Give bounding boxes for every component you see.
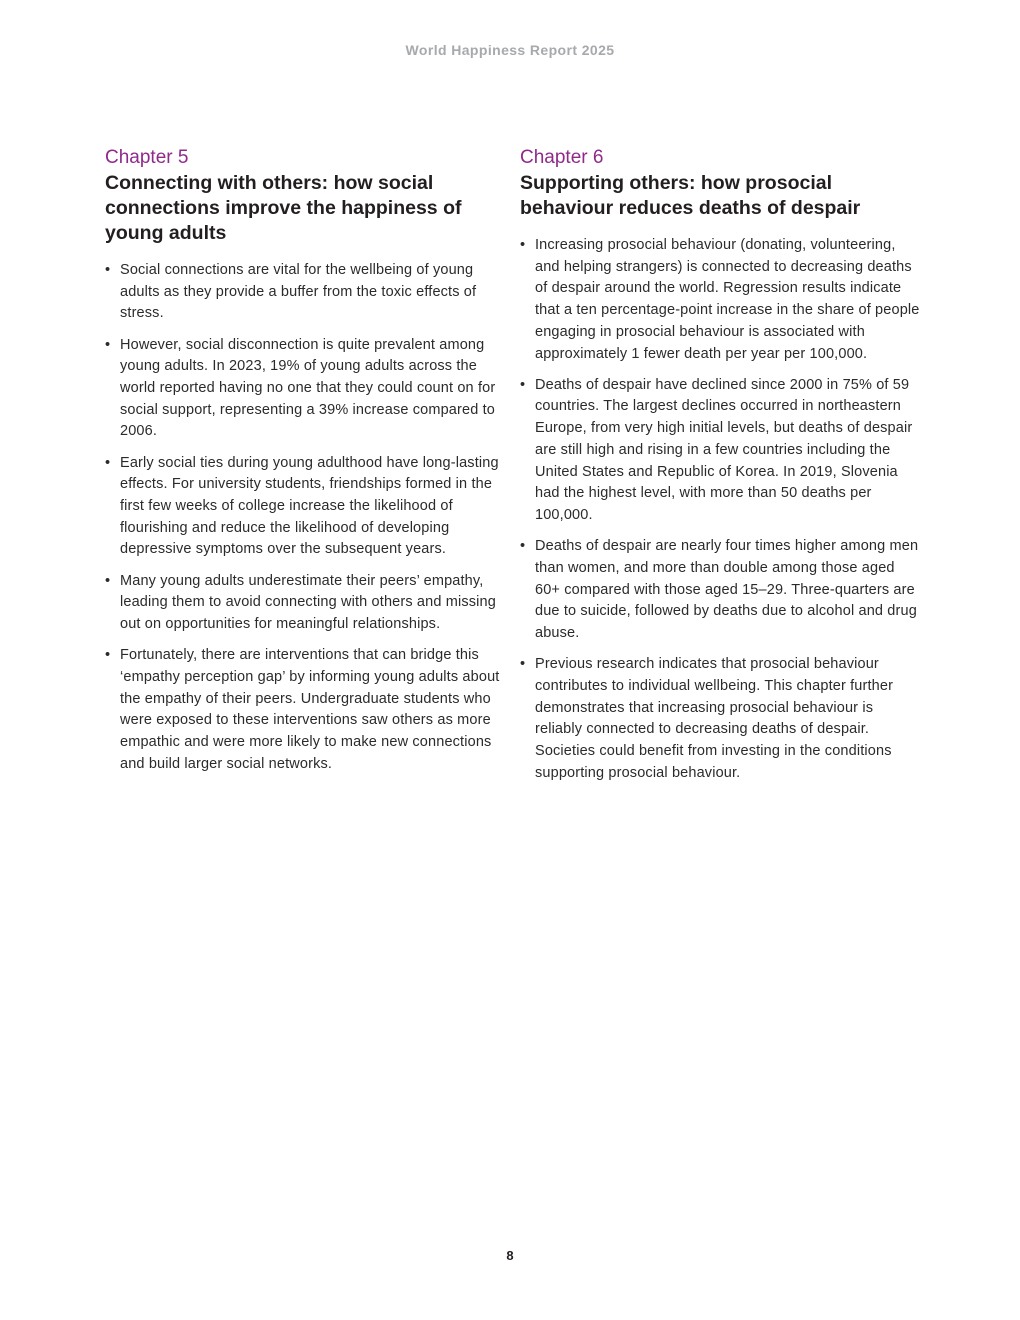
list-item	[105, 453, 505, 562]
list-item	[520, 654, 920, 784]
list-item-text: Previous research indicates that prosocial behaviour contributes to individual wellbeing. This chapter further demonstrates that increasing prosocial behaviour is reliably connected to decreasing deaths of despair. Societies could benefit from investing in the conditions supporting prosocial behaviour.	[535, 656, 894, 781]
chapter-title: Supporting others: how prosocial behaviour reduces deaths of despair	[520, 172, 861, 219]
bullet-icon: •	[520, 376, 526, 393]
chapter-label: Chapter 6	[520, 147, 604, 168]
bullet-icon: •	[105, 336, 111, 353]
list-item	[520, 235, 920, 365]
chapter-5-column	[105, 146, 505, 785]
list-item-text: Early social ties during young adulthood have long-lasting effects. For university students, friendships formed in the first few weeks of college increase the likelihood of flourishing and reduce the likelihood of developing depressive symptoms over the subsequent years.	[120, 454, 499, 558]
list-item	[105, 571, 505, 636]
list-item-text: Many young adults underestimate their peers’ empathy, leading them to avoid connecting with others and missing out on opportunities for meaningful relationships.	[120, 572, 496, 633]
list-item	[105, 335, 505, 444]
bullet-icon: •	[105, 262, 111, 278]
bullet-icon: •	[520, 237, 526, 253]
bullet-icon: •	[105, 454, 111, 471]
list-item	[105, 260, 505, 325]
list-item-text: Social connections are vital for the wellbeing of young adults as they provide a buffer from the toxic effects of stress.	[120, 262, 477, 322]
list-item	[520, 375, 920, 527]
chapter-6-column	[520, 146, 920, 794]
summary-list	[520, 235, 920, 784]
list-item-text: Deaths of despair are nearly four times higher among men than women, and more than double among those aged 60+ compared with those aged 15–29. Three-quarters are due to suicide, followed by deaths due to alcohol and drug abuse.	[535, 538, 919, 641]
page-number: 8	[506, 1248, 514, 1263]
bullet-icon: •	[520, 538, 526, 555]
running-header: World Happiness Report 2025	[405, 42, 615, 58]
list-item	[105, 645, 505, 775]
list-item-text: Deaths of despair have declined since 2000 in 75% of 59 countries. The largest declines occurred in northeastern Europe, from very high initial levels, but deaths of despair are still high and rising in a few countries including the United States and Republic of Korea. In 2019, Slovenia had the highest level, with more than 50 deaths per 100,000.	[535, 376, 913, 523]
bullet-icon: •	[105, 572, 111, 589]
list-item-text: Fortunately, there are interventions that can bridge this ‘empathy perception gap’ by informing young adults about the empathy of their peers. Undergraduate students who were exposed to these interventions saw others as more empathic and were more likely to make new connections and build larger social networks.	[120, 647, 500, 772]
bullet-icon: •	[520, 656, 526, 673]
chapter-label: Chapter 5	[105, 147, 189, 168]
list-item-text: However, social disconnection is quite prevalent among young adults. In 2023, 19% of young adults across the world reported having no one that they could count on for social support, representing a 39% increase compared to 2006.	[120, 336, 496, 440]
summary-list	[105, 260, 505, 775]
bullet-icon: •	[105, 647, 111, 664]
list-item	[520, 536, 920, 645]
chapter-title: Connecting with others: how social connections improve the happiness of young adults	[105, 172, 462, 244]
list-item-text: Increasing prosocial behaviour (donating, volunteering, and helping strangers) is connected to decreasing deaths of despair around the world. Regression results indicate that a ten percentage-point increase in the share of people engaging in prosocial behaviour is associated with approximately 1 fewer death per year per 100,000.	[535, 237, 920, 362]
